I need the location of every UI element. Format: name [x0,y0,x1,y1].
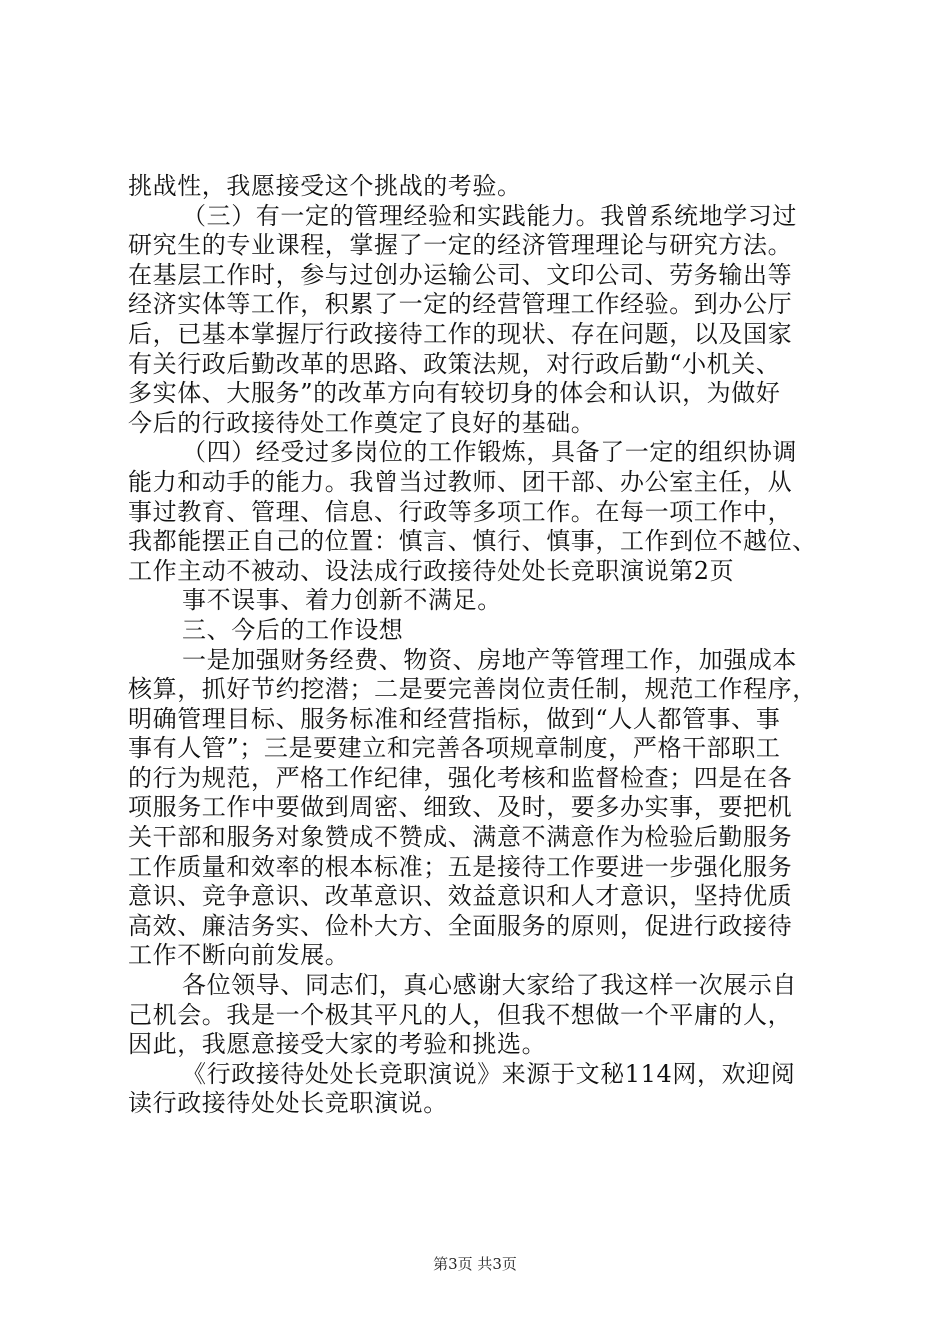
text-line: （三）有一定的管理经验和实践能力。我曾系统地学习过 [182,201,797,230]
text-line: 各位领导、同志们，真心感谢大家给了我这样一次展示自 [182,971,797,1000]
text-line: 工作不断向前发展。 [128,941,350,970]
text-line: 项服务工作中要做到周密、细致、及时，要多办实事，要把机 [128,793,793,822]
text-line: 研究生的专业课程，掌握了一定的经济管理理论与研究方法。 [128,231,793,260]
text-line: 明确管理目标、服务标准和经营指标，做到“人人都管事、事 [128,704,781,733]
text-line: 高效、廉洁务实、俭朴大方、全面服务的原则，促进行政接待 [128,911,793,940]
text-line: 关干部和服务对象赞成不赞成、满意不满意作为检验后勤服务 [128,823,793,852]
text-line: 经济实体等工作，积累了一定的经营管理工作经验。到办公厅 [128,290,793,319]
text-line: 己机会。我是一个极其平凡的人，但我不想做一个平庸的人， [128,1000,793,1029]
text-line: （四）经受过多岗位的工作锻炼，具备了一定的组织协调 [182,438,797,467]
text-line: 工作质量和效率的根本标准；五是接待工作要进一步强化服务 [128,852,793,881]
text-line: 多实体、大服务”的改革方向有较切身的体会和认识，为做好 [128,379,781,408]
text-line: 核算，抓好节约挖潜；二是要完善岗位责任制，规范工作程序， [128,675,817,704]
text-line: 事不误事、着力创新不满足。 [182,586,502,615]
text-line: 今后的行政接待处工作奠定了良好的基础。 [128,408,596,437]
text-line: 工作主动不被动、设法成行政接待处处长竞职演说第2页 [128,556,735,585]
text-line: 能力和动手的能力。我曾当过教师、团干部、办公室主任，从 [128,467,793,496]
text-line: 在基层工作时，参与过创办运输公司、文印公司、劳务输出等 [128,260,793,289]
document-body [128,172,838,1119]
text-line: 意识、竞争意识、改革意识、效益意识和人才意识，坚持优质 [128,882,793,911]
text-line: 《行政接待处处长竞职演说》来源于文秘114网，欢迎阅 [182,1059,796,1088]
text-line: 的行为规范，严格工作纪律，强化考核和监督检查；四是在各 [128,763,793,792]
text-line: 我都能摆正自己的位置：慎言、慎行、慎事，工作到位不越位、 [128,527,817,556]
text-line: 三、今后的工作设想 [182,615,404,644]
text-line: 有关行政后勤改革的思路、政策法规，对行政后勤“小机关、 [128,349,781,378]
text-line: 后，已基本掌握厅行政接待工作的现状、存在问题，以及国家 [128,319,793,348]
text-line: 一是加强财务经费、物资、房地产等管理工作，加强成本 [182,645,797,674]
text-line: 事过教育、管理、信息、行政等多项工作。在每一项工作中， [128,497,793,526]
text-line: 挑战性，我愿接受这个挑战的考验。 [128,172,522,200]
page-footer: 第3页 共3页 [433,1255,517,1273]
text-line: 因此，我愿意接受大家的考验和挑选。 [128,1030,547,1059]
text-line: 事有人管”；三是要建立和完善各项规章制度，严格干部职工 [128,734,781,763]
text-line: 读行政接待处处长竞职演说。 [128,1089,448,1118]
